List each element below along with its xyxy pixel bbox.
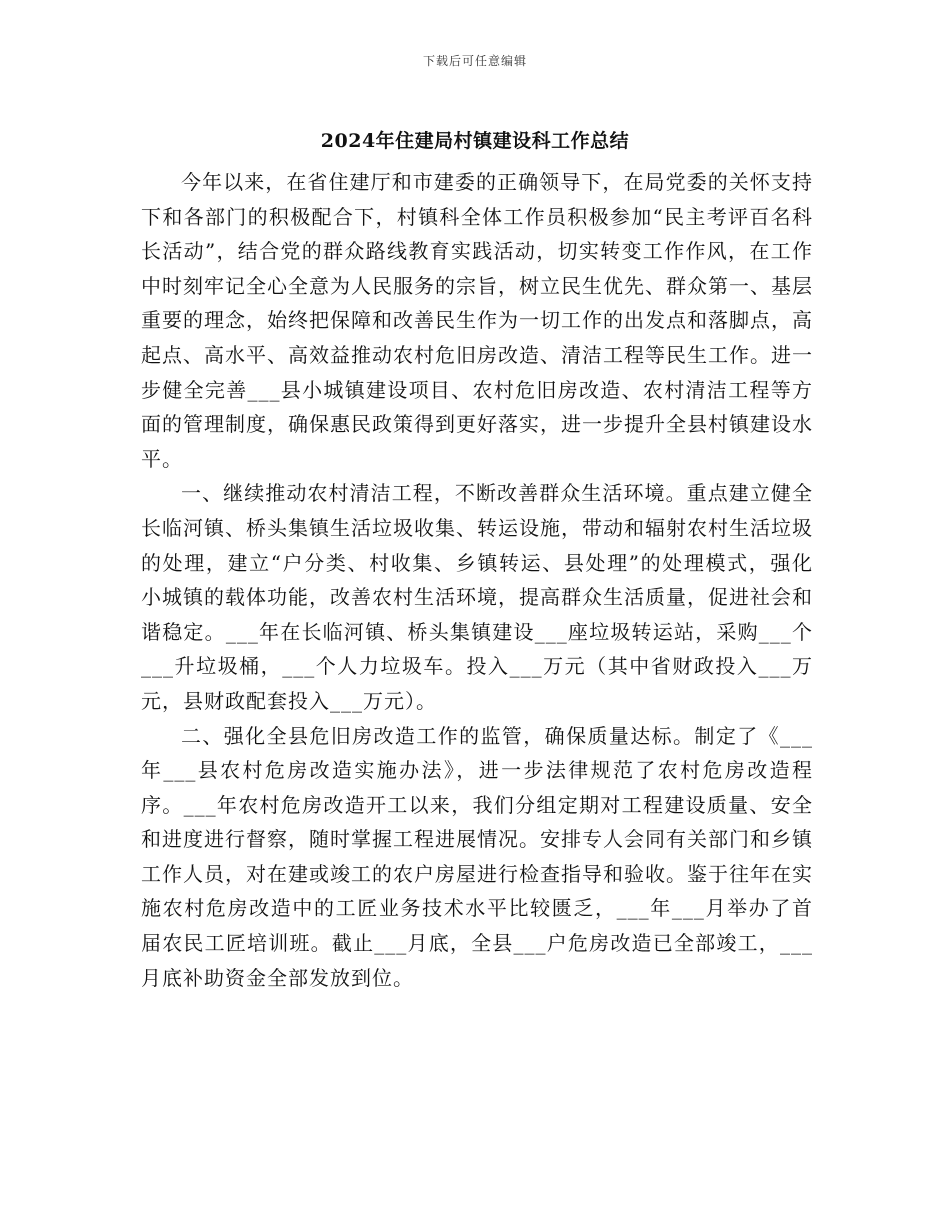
document-title: 2024年住建局村镇建设科工作总结 xyxy=(320,130,630,152)
header-note: 下载后可任意编辑 xyxy=(422,54,527,68)
paragraph-clean-project: 一、继续推动农村清洁工程，不断改善群众生活环境。重点建立健全长临河镇、桥头集镇生活垃圾收集、转运设施，带动和辐射农村生活垃圾的处理，建立“户分类、村收集、乡镇转运、县处理”的处理模式，强化小城镇的载体功能，改善农村生活环境，提高群众生活质量，促进社会和谐稳定。___年在长临河镇、桥头集镇建设___座垃圾转运站，采购___个___升垃圾桶，___个人力垃圾车。投入___万元（其中省财政投入___万元，县财政配套投入___万元）。 xyxy=(141,481,813,713)
paragraph-intro: 今年以来，在省住建厅和市建委的正确领导下，在局党委的关怀支持下和各部门的积极配合下，村镇科全体工作员积极参加“民主考评百名科长活动”，结合党的群众路线教育实践活动，切实转变工作作风，在工作中时刻牢记全心全意为人民服务的宗旨，树立民生优先、群众第一、基层重要的理念，始终把保障和改善民生作为一切工作的出发点和落脚点，高起点、高水平、高效益推动农村危旧房改造、清洁工程等民生工作。进一步健全完善___县小城镇建设项目、农村危旧房改造、农村清洁工程等方面的管理制度，确保惠民政策得到更好落实，进一步提升全县村镇建设水平。 xyxy=(141,170,813,471)
document-body xyxy=(141,165,813,995)
paragraph-housing-renovation: 二、强化全县危旧房改造工作的监管，确保质量达标。制定了《___年___县农村危房改造实施办法》，进一步法律规范了农村危房改造程序。___年农村危房改造开工以来，我们分组定期对工程建设质量、安全和进度进行督察，随时掌握工程进展情况。安排专人会同有关部门和乡镇工作人员，对在建或竣工的农户房屋进行检查指导和验收。鉴于往年在实施农村危房改造中的工匠业务技术水平比较匮乏，___年___月举办了首届农民工匠培训班。截止___月底，全县___户危房改造已全部竣工，___月底补助资金全部发放到位。 xyxy=(141,723,813,990)
